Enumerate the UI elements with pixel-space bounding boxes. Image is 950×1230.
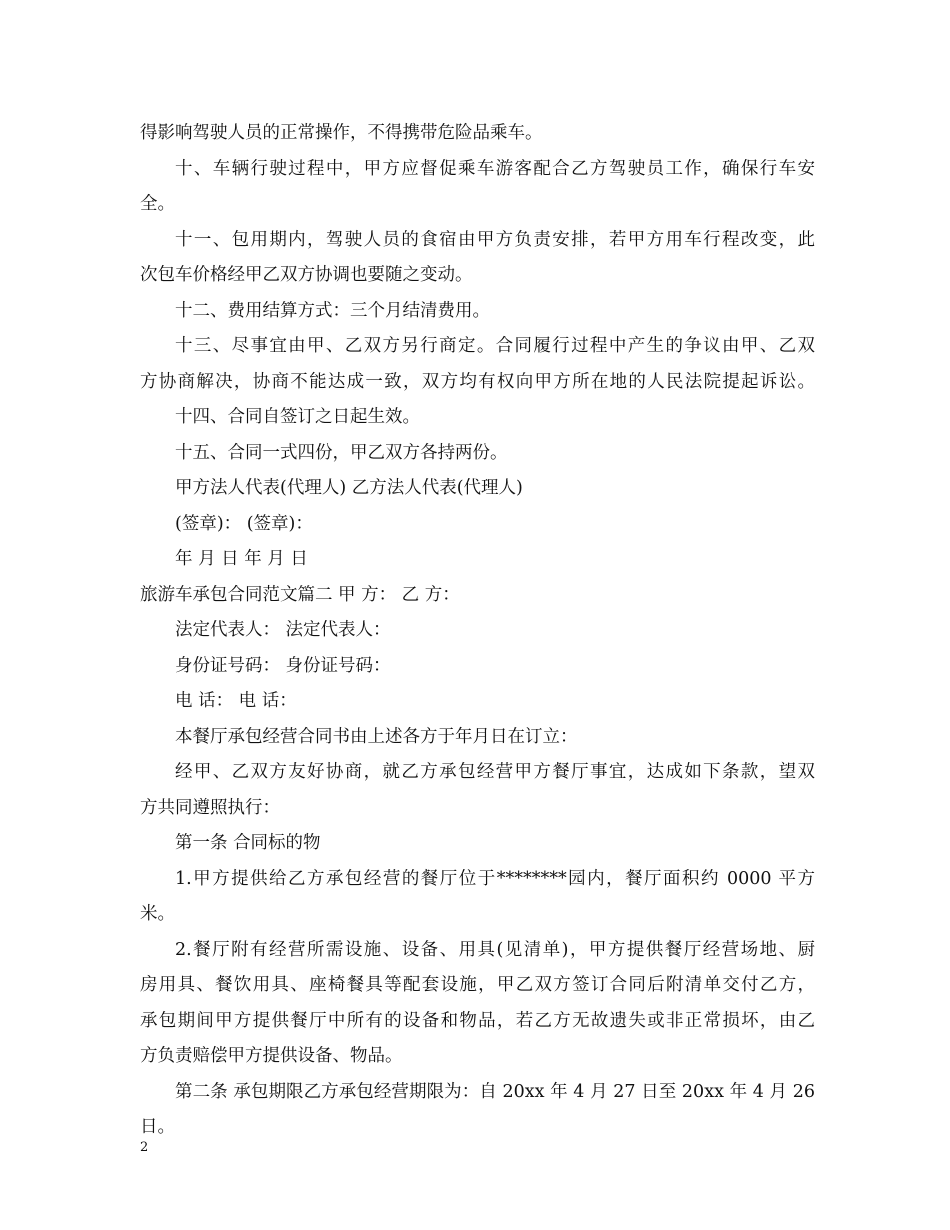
text-line-18: 本餐厅承包经营合同书由上述各方于年月日在订立： [175,726,578,747]
text-line-27: 方负责赔偿甲方提供设备、物品。 [140,1046,403,1066]
page-number: 2 [140,1140,149,1155]
text-line-22: 1.甲方提供给乙方承包经营的餐厅位于********园内，餐厅面积约 0000 平方 [175,868,815,889]
article-two-heading: 第二条 承包期限乙方承包经营期限为：自 20xx 年 4 月 27 日至 20xx 年 4 月 26 [175,1081,815,1102]
text-line-5: 次包车价格经甲乙双方协调也要随之变动。 [140,265,473,285]
document-body [140,116,815,1146]
section-title-part-two: 旅游车承包合同范文篇二 甲 方： 乙 方： [140,584,460,605]
signature-seal: (签章)： (签章)： [175,513,313,534]
text-line-20: 方共同遵照执行： [140,797,280,818]
legal-representative-line: 法定代表人： 法定代表人： [175,620,391,640]
text-line-24: 2.餐厅附有经营所需设施、设备、用具(见清单)，甲方提供餐厅经营场地、厨 [175,939,815,960]
signature-date: 年 月 日 年 月 日 [175,549,308,569]
text-line-8: 方协商解决，协商不能达成一致，双方均有权向甲方所在地的人民法院提起诉讼。 [140,371,815,392]
text-line-25: 房用具、餐饮用具、座椅餐具等配套设施，甲乙双方签订合同后附清单交付乙方， [140,975,815,995]
text-line-6: 十二、费用结算方式：三个月结清费用。 [175,300,490,321]
text-line-9: 十四、合同自签订之日起生效。 [175,407,420,427]
text-line-19: 经甲、乙双方友好协商，就乙方承包经营甲方餐厅事宜，达成如下条款，望双 [175,762,815,782]
text-line-26: 承包期间甲方提供餐厅中所有的设备和物品，若乙方无故遗失或非正常损坏，由乙 [140,1010,815,1031]
id-number-line: 身份证号码： 身份证号码： [175,655,391,676]
phone-line: 电 话： 电 话： [175,691,297,711]
text-line-10: 十五、合同一式四份，甲乙双方各持两份。 [175,442,508,463]
text-line-23: 米。 [140,904,175,924]
text-line-1: 得影响驾驶人员的正常操作，不得携带危险品乘车。 [140,123,543,143]
text-line-7: 十三、尽事宜由甲、乙双方另行商定。合同履行过程中产生的争议由甲、乙双 [175,336,815,356]
text-line-3: 全。 [140,194,175,214]
text-line-29: 日。 [140,1117,175,1137]
text-line-2: 十、车辆行驶过程中，甲方应督促乘车游客配合乙方驾驶员工作，确保行车安 [175,158,815,179]
text-line-4: 十一、包用期内，驾驶人员的食宿由甲方负责安排，若甲方用车行程改变，此 [175,229,815,250]
signature-representatives: 甲方法人代表(代理人) 乙方法人代表(代理人) [175,478,523,498]
article-one-heading: 第一条 合同标的物 [175,833,321,853]
